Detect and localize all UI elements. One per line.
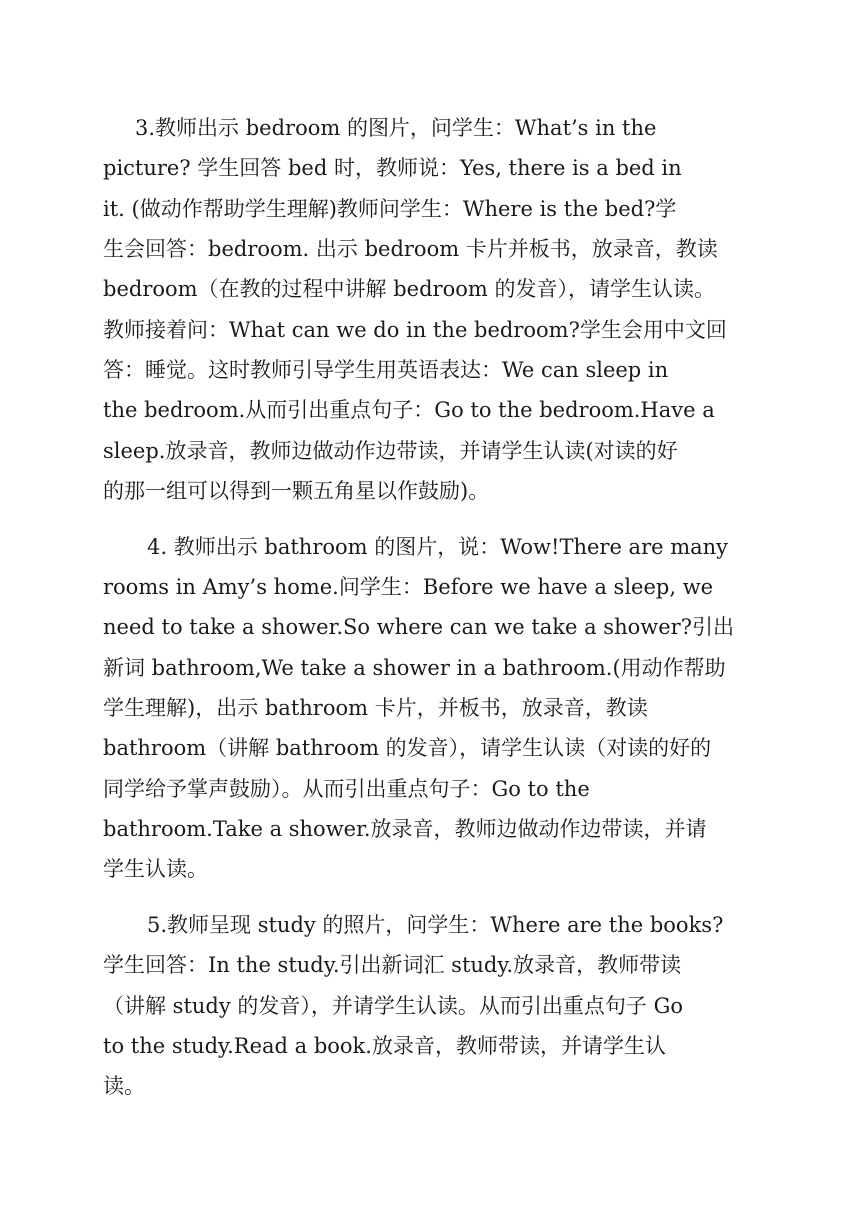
- text-line: 新词 bathroom,We take a shower in a bathroom.(用动作帮助: [103, 656, 726, 680]
- text-line: 读。: [103, 1074, 145, 1098]
- text-line: need to take a shower.So where can we take a shower?引出: [103, 615, 734, 639]
- text-line: 5.教师呈现 study 的照片，问学生：Where are the books?: [147, 913, 724, 937]
- text-line: 学生认读。: [103, 857, 208, 881]
- text-line: bedroom（在教的过程中讲解 bedroom 的发音），请学生认读。: [103, 277, 715, 301]
- text-line: 3.教师出示 bedroom 的图片，问学生：What’s in the: [135, 116, 657, 140]
- text-line: picture? 学生回答 bed 时，教师说：Yes, there is a bed in: [103, 156, 682, 180]
- text-line: to the study.Read a book.放录音，教师带读，并请学生认: [103, 1034, 666, 1058]
- text-line: 学生回答：In the study.引出新词汇 study.放录音，教师带读: [103, 953, 682, 977]
- text-line: 的那一组可以得到一颗五角星以作鼓励)。: [103, 479, 490, 503]
- text-line: 学生理解)，出示 bathroom 卡片，并板书，放录音，教读: [103, 696, 648, 720]
- text-line: it. (做动作帮助学生理解)教师问学生：Where is the bed?学: [103, 197, 677, 221]
- text-line: 答：睡觉。这时教师引导学生用英语表达：We can sleep in: [103, 358, 669, 382]
- text-line: 教师接着问：What can we do in the bedroom?学生会用中文回: [103, 318, 727, 342]
- text-line: （讲解 study 的发音），并请学生认读。从而引出重点句子 Go: [103, 994, 683, 1018]
- text-line: rooms in Amy’s home.问学生：Before we have a sleep, we: [103, 575, 714, 599]
- text-line: the bedroom.从而引出重点句子：Go to the bedroom.Have a: [103, 398, 715, 422]
- text-line: 生会回答：bedroom. 出示 bedroom 卡片并板书，放录音，教读: [103, 237, 718, 261]
- text-line: bathroom.Take a shower.放录音，教师边做动作边带读，并请: [103, 817, 707, 841]
- text-line: bathroom（讲解 bathroom 的发音），请学生认读（对读的好的: [103, 736, 712, 760]
- text-line: 4. 教师出示 bathroom 的图片，说：Wow!There are many: [147, 535, 729, 559]
- text-line: 同学给予掌声鼓励）。从而引出重点句子：Go to the: [103, 777, 590, 801]
- text-line: sleep.放录音，教师边做动作边带读，并请学生认读(对读的好: [103, 439, 678, 463]
